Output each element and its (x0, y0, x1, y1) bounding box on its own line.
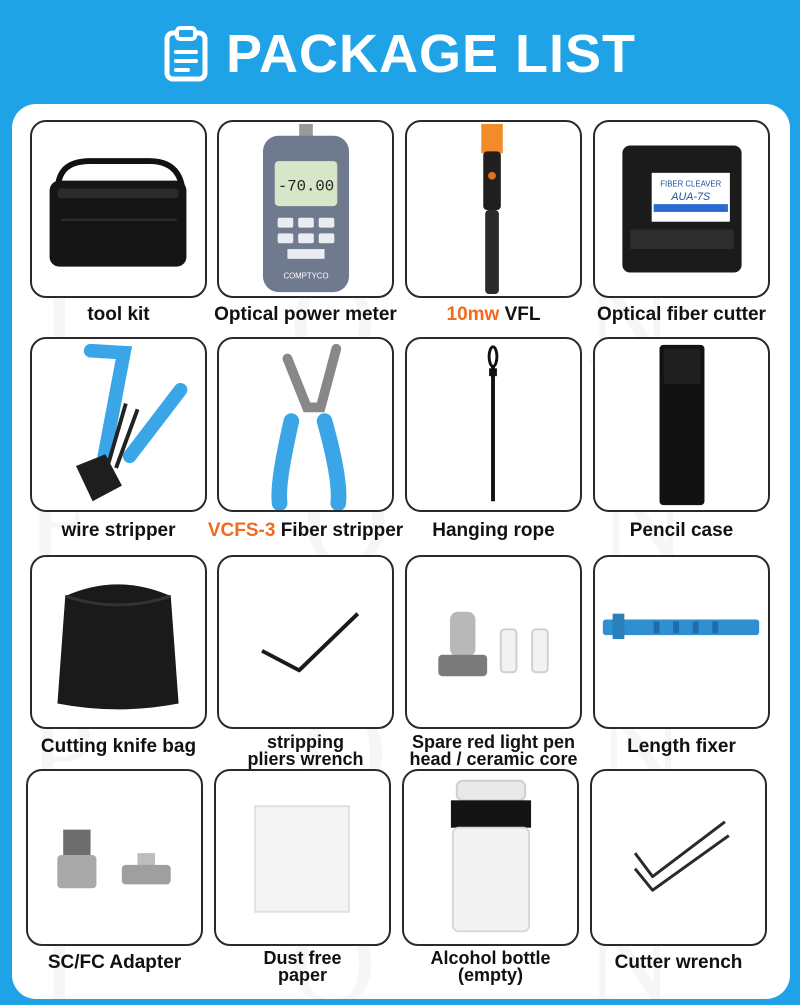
vfl-pen-icon (407, 122, 580, 296)
hanging-rope-icon (407, 339, 580, 510)
page-title: PACKAGE LIST (225, 24, 636, 84)
item-optical-power-meter (217, 120, 394, 298)
svg-text:FIBER CLEAVER: FIBER CLEAVER (660, 179, 722, 189)
item-vfl (405, 120, 582, 298)
power-meter-icon (219, 122, 392, 296)
pencil-case-icon (595, 339, 768, 510)
item-label: stripping pliers wrench (247, 732, 364, 769)
item-dust-free-paper (214, 769, 391, 946)
item-label-text: Fiber stripper (280, 520, 404, 541)
item-spare-pen-head (405, 555, 582, 729)
item-fiber-stripper (217, 337, 394, 512)
item-label: tool kit (87, 304, 150, 325)
item-label: Length fixer (627, 736, 736, 757)
svg-text:COMPTYCO: COMPTYCO (283, 271, 329, 281)
item-label: Spare red light pen head / ceramic core (409, 732, 578, 769)
item-length-fixer (593, 555, 770, 729)
item-wire-stripper (30, 337, 207, 512)
knife-bag-icon (32, 557, 205, 727)
item-label (405, 306, 582, 324)
item-label: Cutting knife bag (40, 736, 197, 757)
tool-kit-bag-icon (32, 122, 205, 296)
alcohol-bottle-icon (404, 771, 577, 944)
item-fiber-cutter (593, 120, 770, 298)
fiber-stripper-icon (219, 339, 392, 510)
item-sc-fc-adapter (26, 769, 203, 946)
dust-free-paper-icon (216, 771, 389, 944)
item-accent: 10mw (446, 304, 500, 325)
item-label: Optical fiber cutter (597, 304, 766, 325)
item-cutting-knife-bag (30, 555, 207, 729)
hex-wrench-icon (219, 557, 392, 727)
wire-stripper-icon (32, 339, 205, 510)
cutter-wrench-icon (592, 771, 765, 944)
item-label: SC/FC Adapter (47, 952, 182, 973)
item-label (207, 522, 404, 540)
item-stripping-pliers-wrench (217, 555, 394, 729)
length-fixer-icon (595, 557, 768, 727)
item-hanging-rope (405, 337, 582, 512)
item-cutter-wrench (590, 769, 767, 946)
item-tool-kit (30, 120, 207, 298)
item-label: wire stripper (61, 520, 176, 541)
item-label: Cutter wrench (614, 952, 743, 973)
item-label: Alcohol bottle (empty) (430, 948, 551, 985)
item-accent: VCFS-3 (207, 520, 276, 541)
sc-fc-adapter-icon (28, 771, 201, 944)
pen-head-icon (407, 557, 580, 727)
item-alcohol-bottle (402, 769, 579, 946)
item-label: Dust free paper (263, 948, 342, 985)
header (0, 0, 800, 108)
fiber-cleaver-icon (595, 122, 768, 296)
item-label-text: VFL (504, 304, 541, 325)
item-pencil-case (593, 337, 770, 512)
svg-text:-70.00: -70.00 (277, 177, 335, 196)
item-label: Optical power meter (214, 304, 397, 325)
item-label: Pencil case (629, 520, 734, 541)
svg-text:AUA-7S: AUA-7S (671, 191, 711, 204)
item-label: Hanging rope (432, 520, 555, 541)
clipboard-icon (164, 26, 208, 82)
package-panel (12, 104, 790, 999)
